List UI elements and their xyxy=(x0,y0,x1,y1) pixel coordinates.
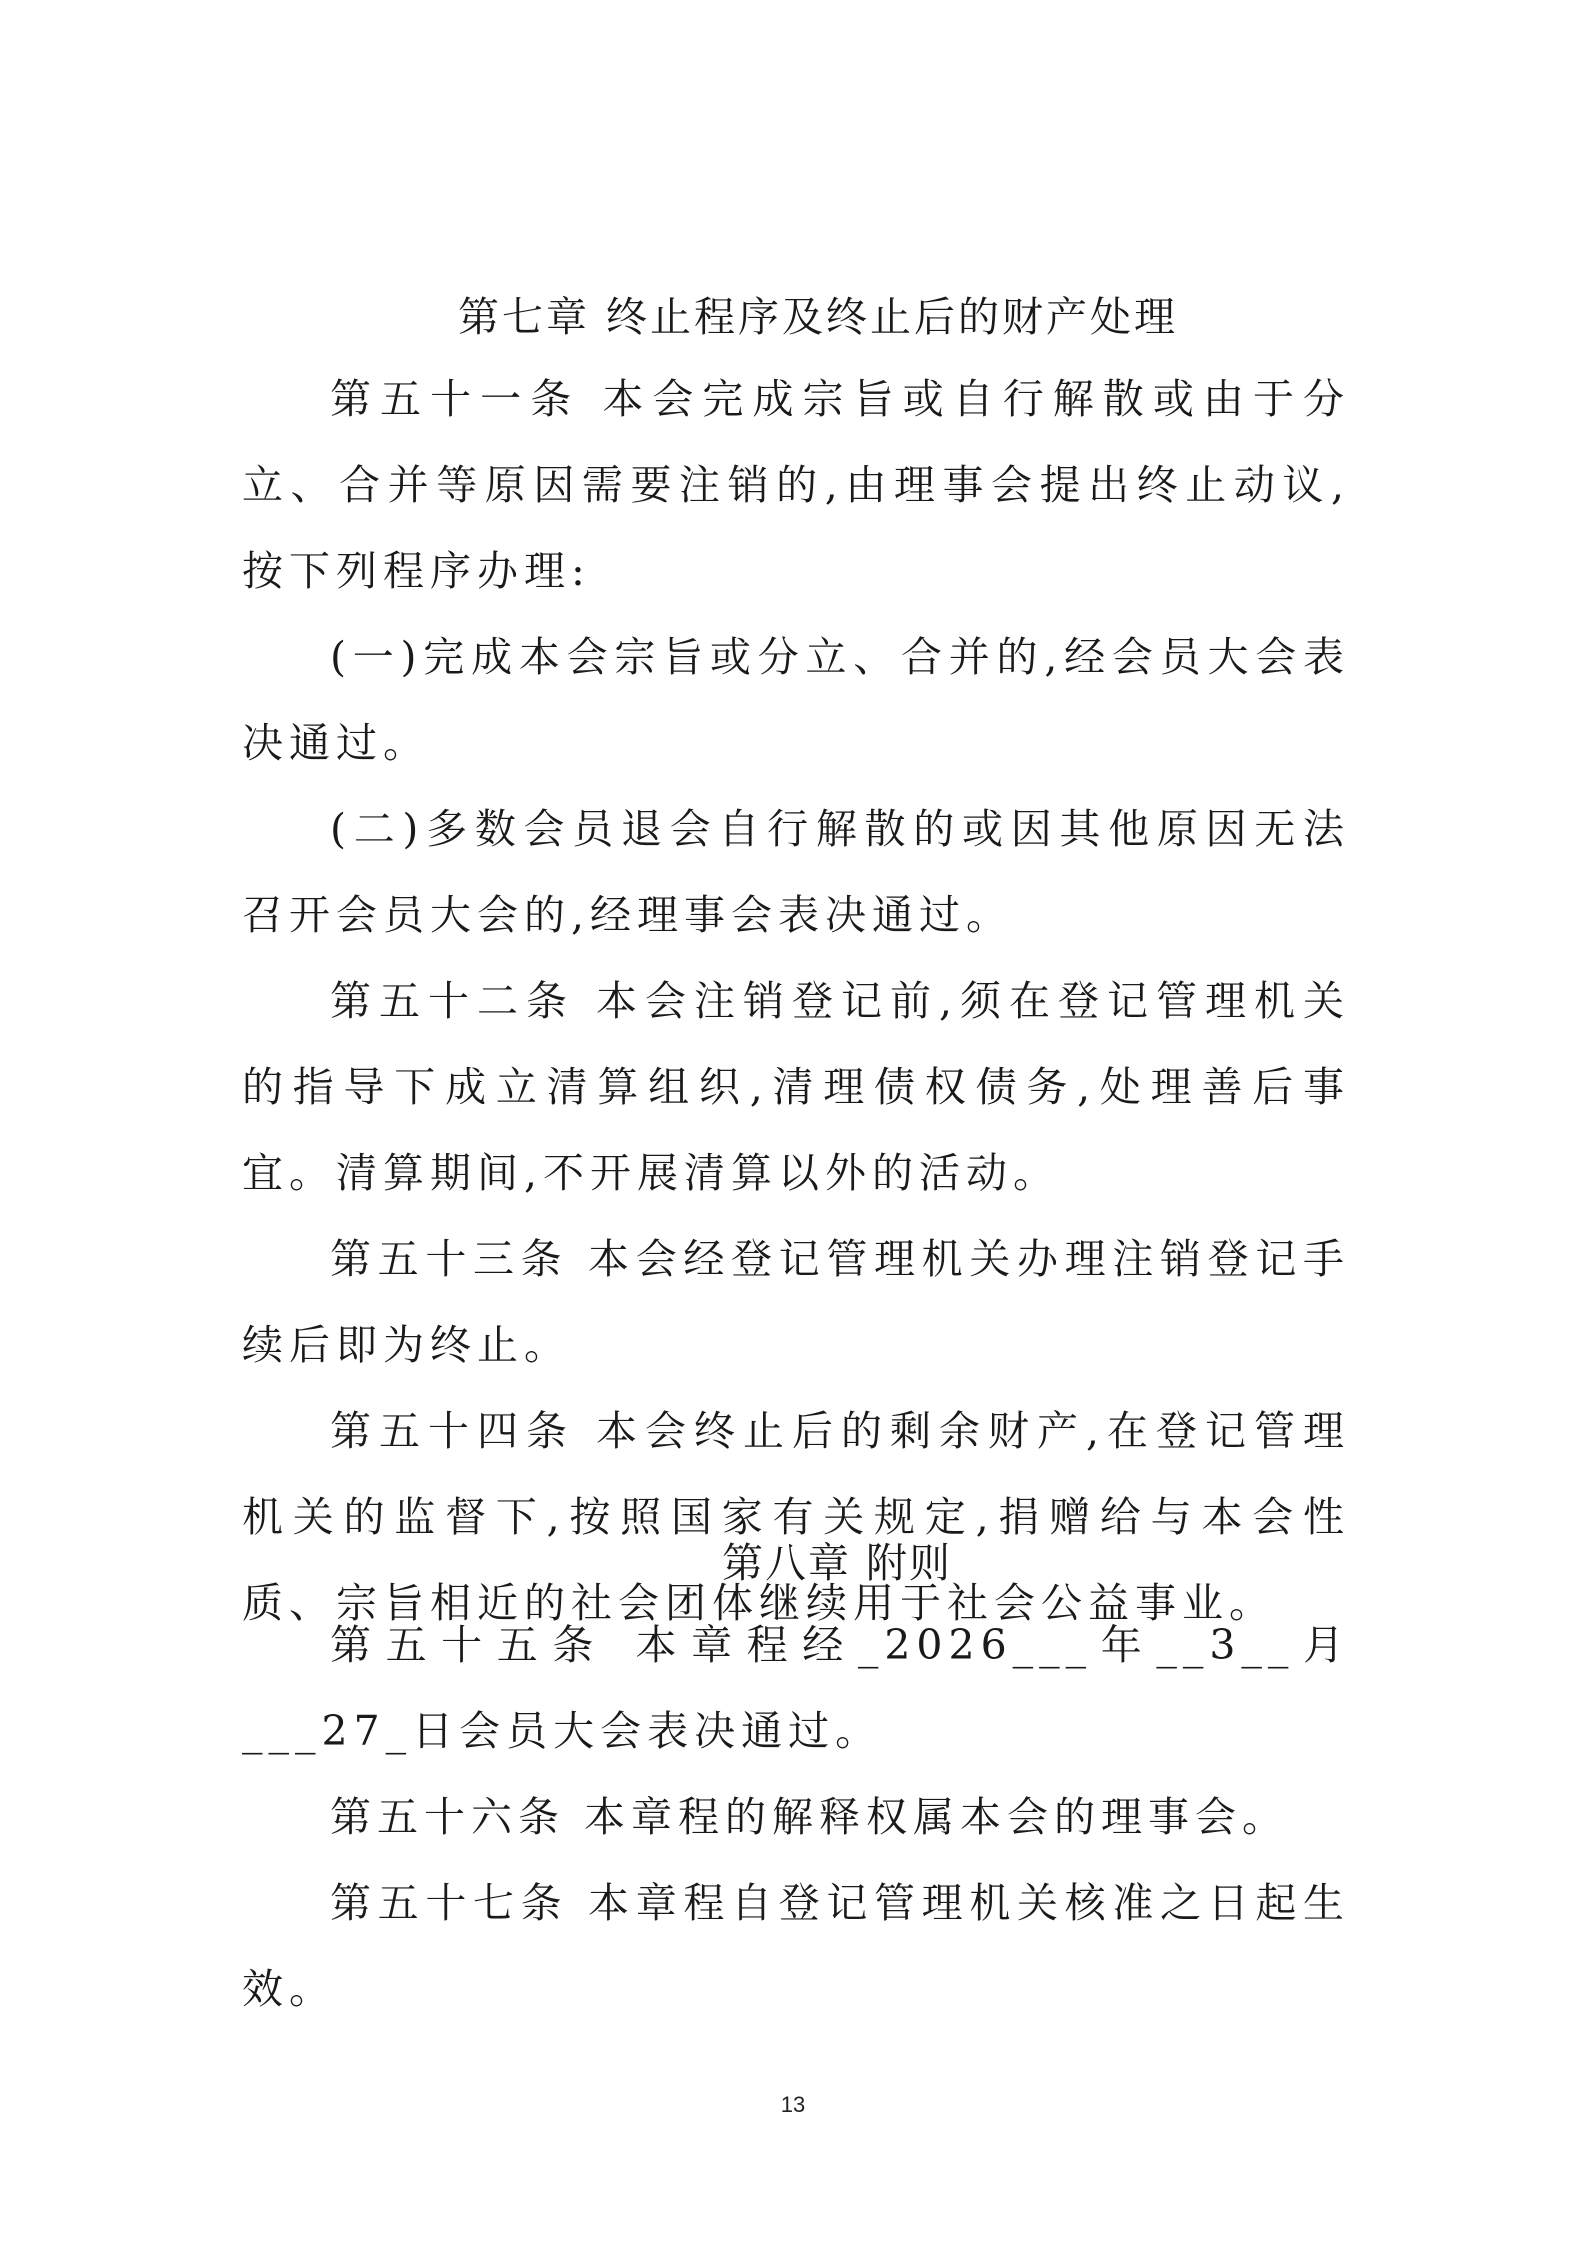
chapter-8-body xyxy=(242,1602,1350,2032)
article-53: 第五十三条 本会经登记管理机关办理注销登记手续后即为终止。 xyxy=(242,1235,1350,1369)
article-55: 第五十五条 本章程经_2026___年__3__月___27_日会员大会表决通过。 xyxy=(242,1621,1350,1755)
chapter-7-body xyxy=(242,356,1350,1646)
chapter-7-title: 第七章 终止程序及终止后的财产处理 xyxy=(458,293,1179,341)
article-54: 第五十四条 本会终止后的剩余财产,在登记管理机关的监督下,按照国家有关规定,捐赠给与本会性质、宗旨相近的社会团体继续用于社会公益事业。 xyxy=(242,1407,1350,1627)
article-51-item-1: (一)完成本会宗旨或分立、合并的,经会员大会表决通过。 xyxy=(242,633,1350,767)
article-51: 第五十一条 本会完成宗旨或自行解散或由于分立、合并等原因需要注销的,由理事会提出终止动议,按下列程序办理: xyxy=(242,375,1350,595)
article-57: 第五十七条 本章程自登记管理机关核准之日起生效。 xyxy=(242,1879,1350,2013)
article-56: 第五十六条 本章程的解释权属本会的理事会。 xyxy=(330,1793,1290,1841)
page-number: 13 xyxy=(780,2092,806,2117)
article-52: 第五十二条 本会注销登记前,须在登记管理机关的指导下成立清算组织,清理债权债务,处理善后事宜。清算期间,不开展清算以外的活动。 xyxy=(242,977,1350,1197)
article-51-item-2: (二)多数会员退会自行解散的或因其他原因无法召开会员大会的,经理事会表决通过。 xyxy=(242,805,1350,939)
chapter-8-title: 第八章 附则 xyxy=(722,1539,953,1587)
